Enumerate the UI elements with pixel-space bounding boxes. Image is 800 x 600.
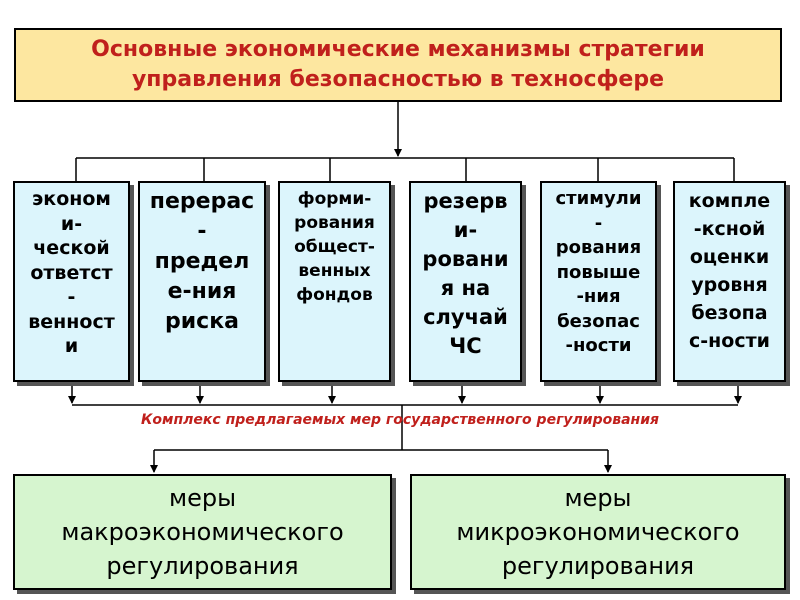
mechanism-box-economic-responsibility [13, 181, 130, 382]
mechanism-label: эконом и- ческой ответст - венност и [28, 188, 115, 357]
diagram-title: Основные экономические механизмы стратегии управления безопасностью в техносфере [91, 37, 705, 92]
mechanism-label: компле -ксной оценки уровня безопа с-ности [688, 190, 771, 352]
measure-label: меры макроэкономического регулирования [61, 484, 344, 580]
macroeconomic-measures-box [13, 474, 392, 590]
title-box [14, 28, 782, 102]
microeconomic-measures-box [410, 474, 786, 590]
mechanism-box-public-funds [278, 181, 391, 382]
complex-measures-label: Комплекс предлагаемых мер государственного регулирования [140, 412, 659, 428]
mechanism-box-risk-redistribution [138, 181, 266, 382]
mechanism-label: перерас - предел е-ния риска [149, 189, 255, 334]
mechanism-label: резерв и- ровани я на случай ЧС [422, 189, 509, 358]
measure-label: меры микроэкономического регулирования [456, 484, 740, 580]
mechanism-label: стимули - рования повыше -ния безопас -ности [555, 188, 642, 356]
mechanism-box-emergency-reserve [409, 181, 522, 382]
mechanism-box-safety-assessment [673, 181, 786, 382]
mechanism-box-safety-stimulation [540, 181, 657, 382]
mechanism-label: форми- рования общест- венных фондов [294, 189, 375, 305]
